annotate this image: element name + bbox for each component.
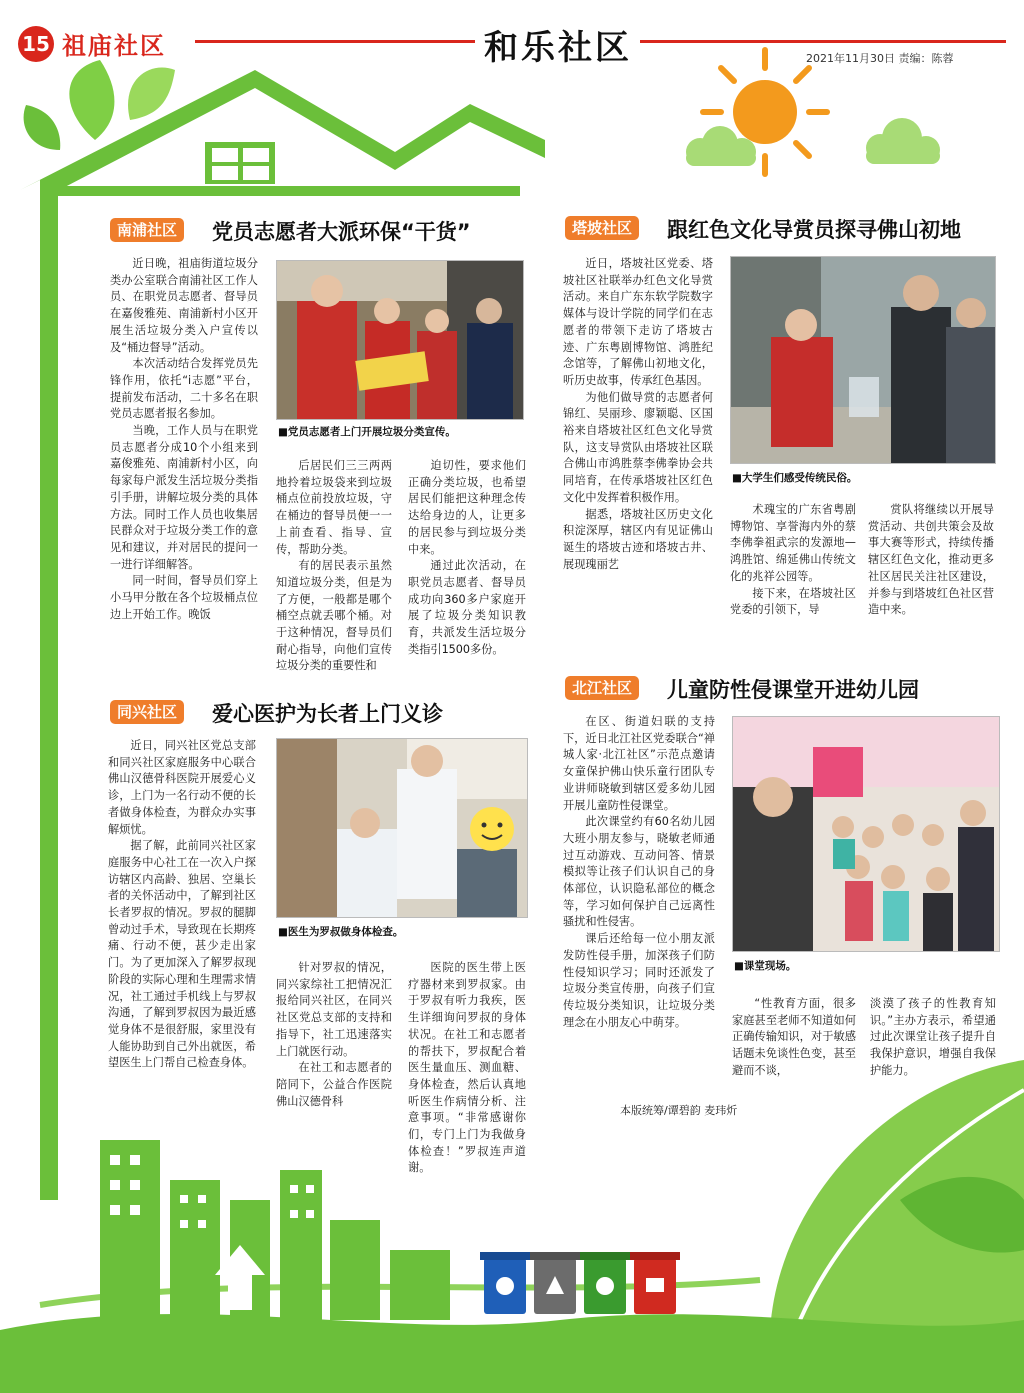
headline-tapo: 跟红色文化导赏员探寻佛山初地 (667, 218, 961, 242)
photo-tapo-students (730, 256, 996, 464)
nanpu-column-1 (110, 256, 258, 623)
paragraph: 当晚，工作人员与在职党员志愿者分成10个小组来到嘉俊雅苑、南浦新村小区，向每家每户派发生活垃圾分类指引手册，讲解垃圾分类的具体方法。同时工作人员也收集居民群众对于垃圾分类工作的意见和建议，并对居民的提问一一进行详细解答。 (110, 424, 258, 571)
trash-bin-blue (480, 1252, 530, 1314)
beijiang-column-2 (732, 996, 856, 1080)
cloud-right (866, 118, 940, 164)
paragraph: 同一时间，督导员们穿上小马甲分散在各个垃圾桶点位边上开始工作。晚饭 (110, 574, 258, 621)
dateline: 2021年11月30日 责编：陈蓉 (806, 52, 954, 65)
paragraph: 赏队将继续以开展导赏活动、共创共策会及故事大赛等形式，持续传播辖区红色文化，推动更多社区居民关注社区建设，并参与到塔坡红色社区营造中来。 (868, 503, 994, 617)
caption-tapo: ■大学生们感受传统民俗。 (732, 472, 858, 484)
paragraph: 据了解，此前同兴社区家庭服务中心社工在一次入户探访辖区内高龄、独居、空巢长者的关怀活动中，了解到社区长者罗叔的情况。罗叔的腿脚曾动过手术，导致现在长期疼痛、行动不便，甚少走出家门。为了更加深入了解罗叔现阶段的实际心理和生理需求情况，社工通过手机线上与罗叔沟通，了解到罗叔因为最近感觉身体不是很舒服，家里没有人能协助到自己外出就医，希望医生上门帮自己检查身体。 (108, 839, 256, 1070)
paragraph: 在社工和志愿者的陪同下，公益合作医院佛山汉德骨科 (276, 1061, 392, 1108)
house-window (205, 142, 275, 184)
leaf-top-left-1 (69, 60, 114, 140)
tapo-column-1 (563, 256, 713, 573)
leaf-top-left-3 (24, 105, 61, 150)
paragraph: 在区、街道妇联的支持下，近日北江社区党委联合“禅城人家·北江社区”示范点邀请女童保护佛山快乐童行团队专业讲师晓敏到辖区爱多幼儿园开展儿童防性侵课堂。 (563, 715, 715, 812)
beijiang-column-1 (563, 714, 715, 1031)
photo-beijiang-classroom (732, 716, 1000, 952)
city-buildings (100, 1140, 450, 1320)
leaf-top-left-2 (128, 67, 175, 120)
paragraph: 近日，塔坡社区党委、塔坡社区社联举办红色文化导赏活动。来自广东东软学院数字媒体与设计学院的同学们在志愿者的带领下走访了塔坡古迹、广东粤剧博物馆、鸿胜纪念馆等，了解佛山初地文化，听历史故事，传承红色基因。 (563, 257, 713, 387)
photo-tongxing-checkup (276, 738, 528, 918)
page-number: 15 (18, 26, 54, 62)
paragraph: 通过此次活动，在职党员志愿者、督导员成功向360多户家庭开展了垃圾分类知识教育，共派发生活垃圾分类指引1500多份。 (408, 559, 526, 656)
trash-bin-red (630, 1252, 680, 1314)
paragraph: 淡漠了孩子的性教育知识。”主办方表示，希望通过此次课堂让孩子提升自我保护意识，增强自我保护能力。 (870, 997, 996, 1077)
tongxing-column-3 (408, 960, 526, 1177)
caption-nanpu: ■党员志愿者上门开展垃圾分类宣传。 (278, 426, 456, 438)
tag-tapo: 塔坡社区 (565, 216, 639, 240)
paragraph: 后居民们三三两两地拎着垃圾袋来到垃圾桶点位前投放垃圾，守在桶边的督导员便一一上前查看、指导、宣传，帮助分类。 (276, 459, 392, 556)
paragraph: 术瑰宝的广东省粤剧博物馆、享誉海内外的蔡李佛拳祖武宗的发源地—鸿胜馆、绵延佛山传统文化的兆祥公园等。 (730, 503, 856, 583)
caption-beijiang: ■课堂现场。 (734, 960, 797, 972)
paragraph: 本次活动结合发挥党员先锋作用，依托“i志愿”平台，提前发布活动，二十多名在职党员志愿者报名参加。 (110, 357, 258, 421)
nanpu-column-3 (408, 458, 526, 658)
paragraph: 据悉，塔坡社区历史文化积淀深厚，辖区内有见证佛山诞生的塔坡古迹和塔坡古井、展现瑰丽艺 (563, 507, 713, 571)
tag-beijiang: 北江社区 (565, 676, 639, 700)
paragraph: 迫切性，要求他们正确分类垃圾，也希望居民们能把这种理念传达给身边的人，让更多的居民参与到垃圾分类中来。 (408, 459, 526, 556)
paragraph: 接下来，在塔坡社区党委的引领下，导 (730, 586, 856, 617)
headline-beijiang: 儿童防性侵课堂开进幼儿园 (667, 678, 919, 702)
tapo-column-2 (730, 502, 856, 619)
paragraph: 有的居民表示虽然知道垃圾分类，但是为了方便，一般都是哪个桶空点就丢哪个桶。对于这种情况，督导员们耐心指导，向他们宣传垃圾分类的重要性和 (276, 559, 392, 673)
beijiang-column-3 (870, 996, 996, 1080)
caption-tongxing: ■医生为罗叔做身体检查。 (278, 926, 404, 938)
tag-tongxing: 同兴社区 (110, 700, 184, 724)
section-name: 祖庙社区 (62, 31, 166, 60)
headline-nanpu: 党员志愿者大派环保“干货” (212, 220, 471, 244)
tongxing-column-1 (108, 738, 256, 1072)
ground-wave (0, 1314, 1024, 1393)
photo-nanpu-volunteers (276, 260, 524, 420)
paragraph: 为他们做导赏的志愿者何锦红、吴丽珍、廖颖聪、区国裕来自塔坡社区红色文化导赏队，这支导赏队由塔坡社区联合佛山市鸿胜蔡李佛拳协会共同培育，在传承塔坡社区红色文化中发挥着积极作用。 (563, 390, 713, 504)
paragraph: 课后还给每一位小朋友派发防性侵手册，加深孩子们防性侵知识学习；同时还派发了垃圾分类宣传册，向孩子们宣传垃圾分类知识，让垃圾分类理念在小朋友心中萌芽。 (563, 932, 715, 1029)
tapo-column-3 (868, 502, 994, 619)
paragraph: 医院的医生带上医疗器材来到罗叔家。由于罗叔有听力我疾，医生详细询问罗叔的身体状况。在社工和志愿者的帮扶下，罗叔配合着医生量血压、测血糖、身体检查，然后认真地听医生作病情分析、注意事项。“非常感谢你们，专门上门为我做身体检查！”罗叔连声道谢。 (408, 961, 526, 1175)
header-rule-left (195, 40, 475, 43)
page-title: 和乐社区 (484, 28, 632, 68)
tag-nanpu: 南浦社区 (110, 218, 184, 242)
paragraph: 近日，同兴社区党总支部和同兴社区家庭服务中心联合佛山汉德骨科医院开展爱心义诊，上门为一名行动不便的长者做身体检查，为群众办实事解烦忧。 (108, 739, 256, 836)
trash-bin-gray (530, 1252, 580, 1314)
paragraph: “性教育方面，很多家庭甚至老师不知道如何正确传输知识，对于敏感话题未免谈性色变，甚至避而不谈， (732, 997, 856, 1077)
paragraph: 此次课堂约有60名幼儿园大班小朋友参与，晓敏老师通过互动游戏、互动问答、情景模拟等让孩子们认识自己的身体部位，认识隐私部位的概念等，学习如何保护自己远离性骚扰和性侵害。 (563, 815, 715, 929)
header-rule-right (640, 40, 1006, 43)
house-roof-beam (40, 186, 520, 196)
paragraph: 近日晚，祖庙街道垃圾分类办公室联合南浦社区工作人员、在职党员志愿者、督导员在嘉俊雅苑、南浦新村小区开展生活垃圾分类入户宣传以及“桶边督导”活动。 (110, 257, 258, 354)
paragraph: 针对罗叔的情况，同兴家综社工把情况汇报给同兴社区，在同兴社区党总支部的支持和指导下，社工迅速落实上门就医行动。 (276, 961, 392, 1058)
headline-tongxing: 爱心医护为长者上门义诊 (212, 702, 443, 726)
nanpu-column-2 (276, 458, 392, 675)
tongxing-column-2 (276, 960, 392, 1110)
trash-bin-green (580, 1252, 630, 1314)
page-credit: 本版统筹/谭碧韵 麦玮炘 (620, 1104, 738, 1117)
house-left-wall (40, 190, 58, 1200)
